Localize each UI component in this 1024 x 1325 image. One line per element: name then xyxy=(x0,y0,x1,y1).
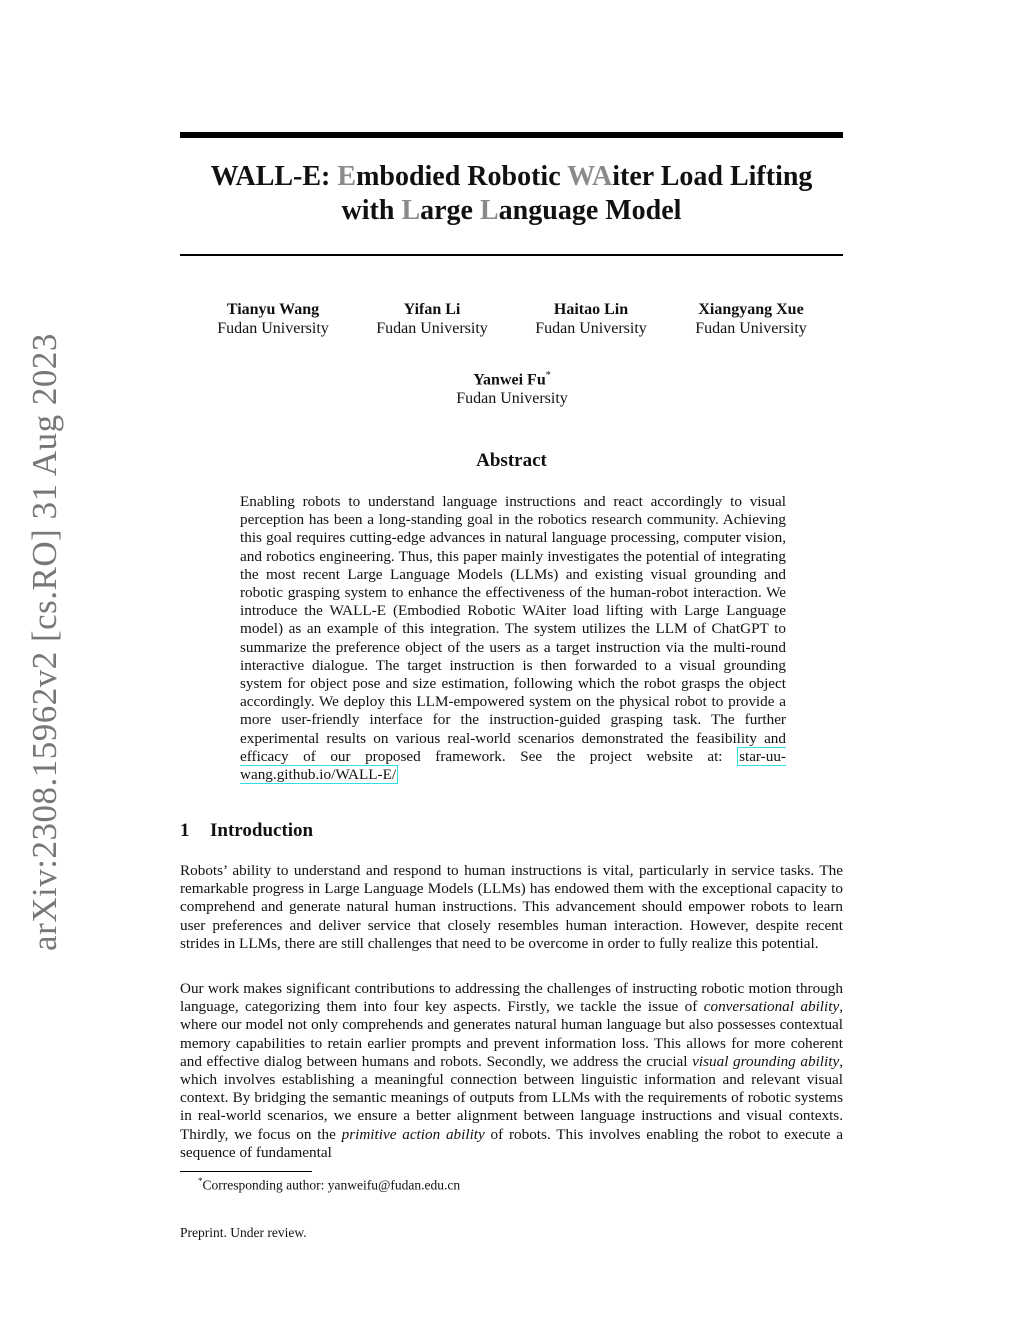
section-title: Introduction xyxy=(210,820,314,841)
author-name: Haitao Lin xyxy=(553,301,629,318)
footnote-rule xyxy=(180,1171,312,1172)
title-segment: with xyxy=(341,195,402,226)
author-block xyxy=(422,366,602,408)
paragraph-segment: visual grounding ability xyxy=(692,1052,840,1070)
title-segment: arge xyxy=(420,195,480,226)
paragraph-segment: , where our model not only comprehends and generates natural human language but also possesses contextual memory capabilities to retain earlier prompts and prevent information loss. This allows for more coherent and effective dialog between humans and robots. Secondly, we address the crucial xyxy=(180,998,843,1070)
section-heading-introduction xyxy=(180,820,313,842)
title-segment: WA xyxy=(567,161,613,192)
footnote-marker: * xyxy=(545,370,551,381)
author-name: Yifan Li xyxy=(403,301,461,318)
title-segment: iter Load Lifting xyxy=(612,161,813,192)
project-website-link[interactable]: star-uu-wang.github.io/WALL-E/ xyxy=(240,747,786,784)
author-affiliation: Fudan University xyxy=(376,320,488,337)
title-segment: L xyxy=(479,195,499,226)
title-segment: WALL-E: xyxy=(210,161,338,192)
section-number: 1 xyxy=(180,820,190,841)
title-top-rule xyxy=(180,132,843,138)
footnote-marker: * xyxy=(198,1176,203,1186)
author-block xyxy=(183,300,363,338)
title-segment: anguage Model xyxy=(498,195,682,226)
intro-paragraph-2 xyxy=(180,980,843,1162)
footnote xyxy=(198,1176,460,1194)
footnote-text: Corresponding author: yanweifu@fudan.edu.cn xyxy=(202,1177,461,1193)
title-segment: mbodied Robotic xyxy=(356,161,568,192)
title-segment: E xyxy=(337,161,357,192)
abstract-body xyxy=(240,493,786,784)
paragraph-segment: of robots. This involves enabling the robot to execute a sequence of fundamental xyxy=(180,1125,843,1161)
author-name: Tianyu Wang xyxy=(226,301,320,318)
title-bottom-rule xyxy=(180,254,843,256)
author-affiliation: Fudan University xyxy=(535,320,647,337)
author-affiliation: Fudan University xyxy=(217,320,329,337)
title-line-1 xyxy=(180,160,843,194)
title-segment: L xyxy=(401,195,421,226)
paper-title xyxy=(180,160,843,228)
paragraph-segment: primitive action ability xyxy=(341,1125,485,1143)
abstract-text: Enabling robots to understand language instructions and react accordingly to visual perception has been a long-standing goal in the robotics research community. Achieving this goal requires cutting-edge advances in natural language processing, computer vision, and robotics engineering. Thus, this paper mainly investigates the potential of integrating the most recent Large Language Models (LLMs) and existing visual grounding and robotic grasping system to enhance the effectiveness of the human-robot interaction. We introduce the WALL-E (Embodied Robotic WAiter load lifting with Large Language model) as an example of this integration. The system utilizes the LLM of ChatGPT to summarize the preference object of the users as a target instruction via the multi-round interactive dialogue. The target instruction is then forwarded to a visual grounding system for object pose and size estimation, following which the robot grasps the object accordingly. We deploy this LLM-empowered system on the physical robot to provide a more user-friendly interface for the instruction-guided grasping task. The further experimental results on various real-world scenarios demonstrated the feasibility and efficacy of our proposed framework. See the project website at: xyxy=(240,493,786,765)
author-affiliation: Fudan University xyxy=(695,320,807,337)
arxiv-side-stamp: arXiv:2308.15962v2 [cs.RO] 31 Aug 2023 xyxy=(25,333,64,951)
title-line-2 xyxy=(180,194,843,228)
author-block xyxy=(661,300,841,338)
author-block xyxy=(501,300,681,338)
paragraph-segment: , which involves establishing a meaningful connection between linguistic information and relevant visual context. By bridging the semantic meanings of outputs from LLMs with the requirements of robotic systems in real-world scenarios, we ensure a better alignment between language instructions and visual contexts. Thirdly, we focus on the xyxy=(180,1052,843,1143)
intro-paragraph-1: Robots’ ability to understand and respond to human instructions is vital, particularly in service tasks. The remarkable progress in Large Language Models (LLMs) has endowed them with the exceptional capacity to comprehend and generate natural human instructions. This advancement should empower robots to learn user preferences and deliver service that closely resembles human interaction. However, despite recent strides in LLMs, there are still challenges that need to be overcome in order to fully realize this potential. xyxy=(180,862,843,952)
author-name: Yanwei Fu* xyxy=(473,370,551,389)
preprint-notice: Preprint. Under review. xyxy=(180,1225,307,1240)
author-name: Xiangyang Xue xyxy=(698,301,804,318)
paragraph-segment: conversational ability xyxy=(703,998,840,1016)
abstract-heading: Abstract xyxy=(476,450,547,471)
paragraph-segment: Our work makes significant contributions to addressing the challenges of instructing robotic motion through language, categorizing them into four key aspects. Firstly, we tackle the issue of xyxy=(180,980,843,1016)
author-block xyxy=(342,300,522,338)
author-affiliation: Fudan University xyxy=(456,390,568,408)
